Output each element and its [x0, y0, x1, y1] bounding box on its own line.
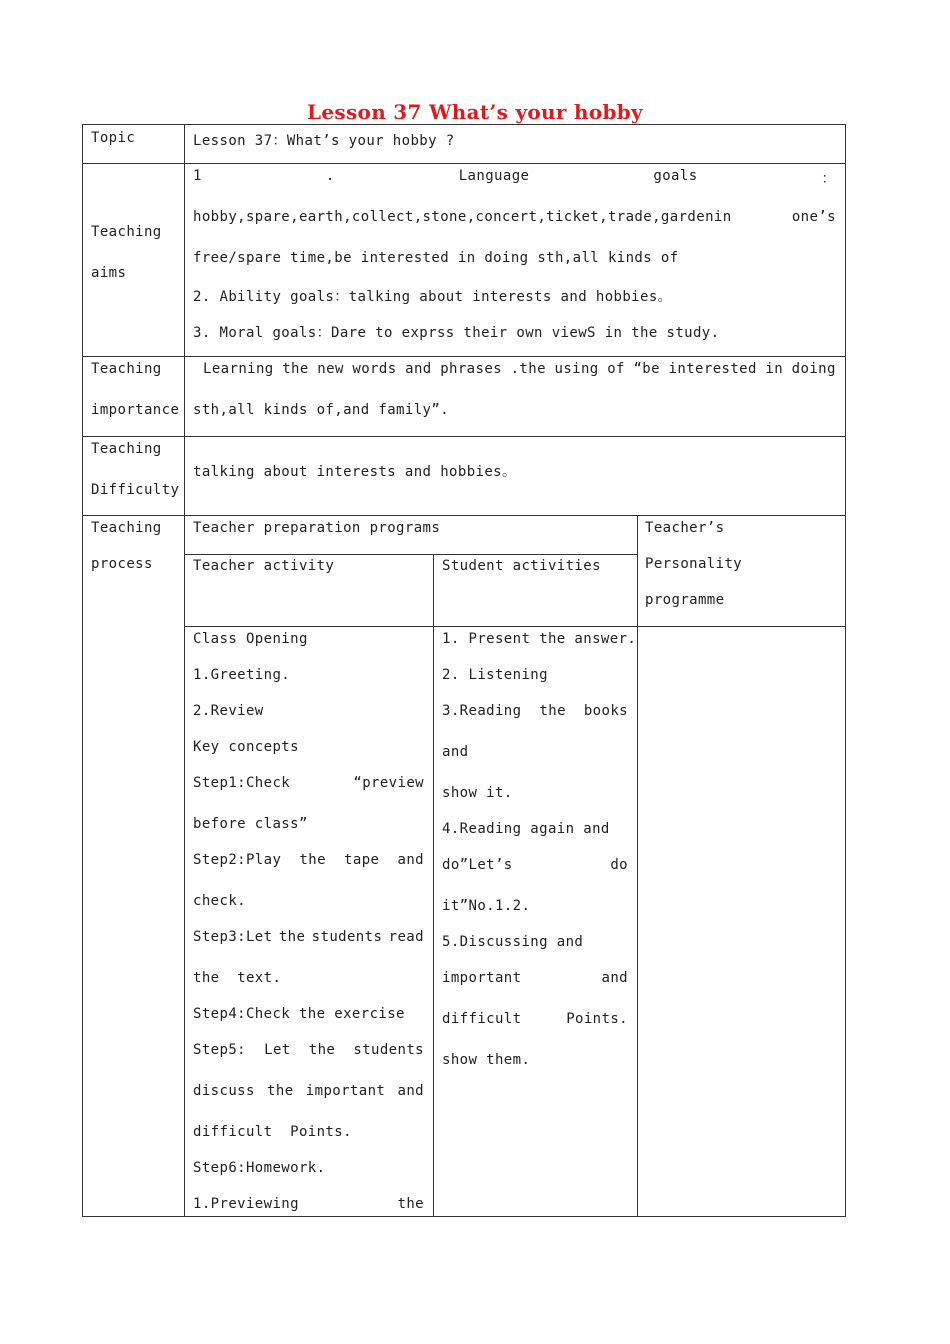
personality-header-1: Teacher’s — [645, 520, 725, 536]
student-step-4-word: do — [610, 857, 628, 873]
topic-label: Topic — [91, 130, 136, 146]
process-label-2: process — [91, 556, 153, 572]
step5-word: the — [267, 1083, 294, 1099]
step2-word: and — [397, 852, 424, 868]
importance-word: using — [554, 361, 599, 377]
step4: Step4:Check the exercise — [193, 1006, 405, 1022]
aims-label-cell — [82, 163, 185, 357]
vocabulary-list: hobby,spare,earth,collect,stone,concert,ticket,trade,gardenin — [193, 209, 732, 225]
language-goals-part: . — [325, 168, 335, 184]
student-step-4-cont: it”No.1.2. — [442, 898, 531, 914]
teacher-activity-header: Teacher activity — [193, 558, 335, 574]
language-goals-part: 1 — [193, 168, 202, 184]
difficulty-label-1: Teaching — [91, 441, 162, 457]
aims-label-2: aims — [91, 265, 127, 281]
step6: Step6:Homework. — [193, 1160, 326, 1176]
importance-line-1 — [203, 361, 836, 377]
student-step-5: 5.Discussing and — [442, 934, 584, 950]
importance-word: of — [607, 361, 625, 377]
step3-cont: the text. — [193, 970, 282, 986]
step1-word: “preview — [353, 775, 424, 791]
student-step-5-word: important — [442, 970, 522, 986]
student-step-3-and: and — [442, 744, 469, 760]
student-step-3-word: the — [539, 703, 566, 719]
difficulty-label-cell — [82, 436, 185, 516]
step2-line — [193, 852, 424, 868]
importance-content-cell — [184, 356, 846, 437]
topic-value: Lesson 37：What’s your hobby ? — [193, 133, 455, 149]
step5-word: the — [308, 1042, 336, 1058]
key-concepts: Key concepts — [193, 739, 299, 755]
personality-header-3: programme — [645, 592, 725, 608]
step1-cont: before class” — [193, 816, 308, 832]
class-opening: Class Opening — [193, 631, 308, 647]
difficulty-content-cell — [184, 436, 846, 516]
importance-word: the — [282, 361, 309, 377]
step5-cont: difficult Points. — [193, 1124, 352, 1140]
personality-header-2: Personality — [645, 556, 743, 572]
student-step-5-cont: show them. — [442, 1052, 531, 1068]
importance-word: and — [405, 361, 432, 377]
student-step-5-word: and — [601, 970, 628, 986]
importance-label-cell — [82, 356, 185, 437]
student-step-4-word: do”Let’s — [442, 857, 513, 873]
ability-goals: 2. Ability goals：talking about interests and hobbies。 — [193, 289, 673, 305]
difficulty-label-2: Difficulty — [91, 482, 180, 498]
topic-value-cell — [184, 124, 846, 164]
importance-word: interested — [668, 361, 757, 377]
importance-word: phrases — [440, 361, 502, 377]
step2-word: the — [299, 852, 326, 868]
importance-label-2: importance — [91, 402, 180, 418]
difficulty-value: talking about interests and hobbies。 — [193, 464, 517, 480]
personality-header-cell — [637, 515, 846, 627]
step1-word: Step1:Check — [193, 775, 291, 791]
step3-word: read — [388, 929, 424, 945]
review: 2.Review — [193, 703, 264, 719]
student-step-3-word: 3.Reading — [442, 703, 522, 719]
language-goals-part: goals — [653, 168, 698, 184]
student-activities-cell — [433, 626, 638, 1217]
language-goals-part: Language — [458, 168, 530, 184]
aims-label-1: Teaching — [91, 224, 162, 240]
step2-word: tape — [344, 852, 380, 868]
step3-word: students — [311, 929, 383, 945]
student-header-cell — [433, 554, 638, 627]
step3-word: Step3:Let — [193, 929, 273, 945]
language-goals-line — [193, 168, 836, 188]
step2-word: Step2:Play — [193, 852, 282, 868]
step1-line — [193, 775, 424, 791]
topic-label-cell — [82, 124, 185, 164]
previewing-word: the — [397, 1196, 424, 1212]
student-step-3 — [442, 703, 628, 719]
importance-word: new — [317, 361, 344, 377]
student-step-3-word: books — [583, 703, 628, 719]
importance-line-2: sth,all kinds of,and family”. — [193, 402, 450, 418]
step5-word: Let — [264, 1042, 291, 1058]
language-goals-part: ： — [821, 171, 836, 187]
step5-word: students — [353, 1042, 424, 1058]
aims-content-cell — [184, 163, 846, 357]
importance-word: in — [765, 361, 784, 377]
step3-line — [193, 929, 424, 945]
step5-word: important — [305, 1083, 386, 1099]
student-step-5-line — [442, 970, 628, 986]
importance-word: words — [352, 361, 397, 377]
student-activities-header: Student activities — [442, 558, 601, 574]
step5-word: discuss — [193, 1083, 255, 1099]
student-step-5-word: Points. — [566, 1011, 628, 1027]
student-step-4-line — [442, 857, 628, 873]
importance-word: Learning — [203, 361, 274, 377]
greeting: 1.Greeting. — [193, 667, 291, 683]
student-step-1: 1. Present the answer. — [442, 631, 637, 647]
teacher-header-cell — [184, 554, 434, 627]
moral-goals: 3. Moral goals：Dare to exprss their own viewS in the study. — [193, 325, 720, 341]
step2-cont: check. — [193, 893, 246, 909]
vocabulary-end: one’s — [791, 209, 836, 225]
step5-word: and — [397, 1083, 424, 1099]
importance-word: doing — [791, 361, 836, 377]
student-step-2: 2. Listening — [442, 667, 548, 683]
student-step-5-word: difficult — [442, 1011, 522, 1027]
process-label-cell — [82, 515, 185, 1217]
importance-word: .the — [510, 361, 546, 377]
student-step-4: 4.Reading again and — [442, 821, 610, 837]
personality-programme-cell — [637, 626, 846, 1217]
step5-word: Step5: — [193, 1042, 246, 1058]
importance-label-1: Teaching — [91, 361, 162, 377]
prep-header: Teacher preparation programs — [193, 520, 441, 536]
phrase-list: free/spare time,be interested in doing sth,all kinds of — [193, 250, 679, 266]
step3-word: the — [278, 929, 306, 945]
student-step-5-line-2 — [442, 1011, 628, 1027]
step5-line — [193, 1042, 424, 1058]
page-title: Lesson 37 What’s your hobby — [307, 100, 643, 124]
importance-word: “be — [633, 361, 660, 377]
teacher-activity-cell — [184, 626, 434, 1217]
previewing-word: 1.Previewing — [193, 1196, 299, 1212]
prep-header-cell — [184, 515, 638, 555]
process-label-1: Teaching — [91, 520, 162, 536]
student-step-3-cont: show it. — [442, 785, 513, 801]
step5-line-2 — [193, 1083, 424, 1099]
previewing-line — [193, 1196, 424, 1212]
